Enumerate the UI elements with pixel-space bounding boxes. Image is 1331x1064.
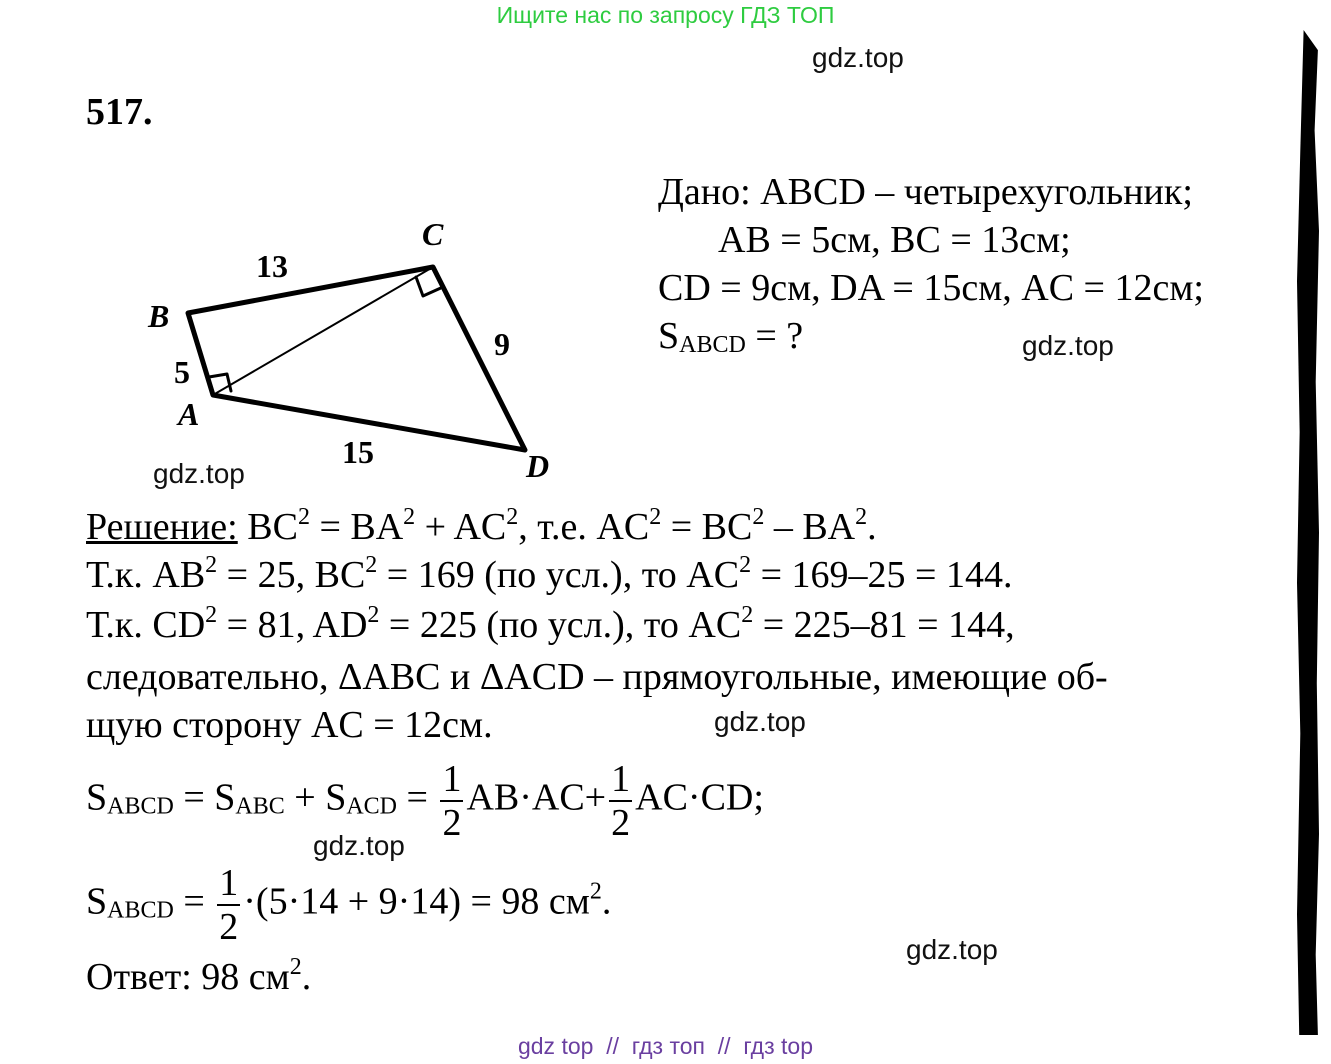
- watermark: gdz.top: [812, 42, 904, 73]
- answer-line: Ответ: 98 $см^2$.: [86, 954, 312, 998]
- fraction-half: $\frac{1}{2}$: [219, 862, 239, 948]
- solution-line-2: Т.к. $AB^2 = 25$, $BC^2 = 169$ (по усл.), то $AC^2 = 169-25 = 144$.: [86, 552, 1013, 596]
- watermark: gdz.top: [1022, 330, 1114, 361]
- solution-line-7: $S_{ABCD}$ = $\frac{1}{2}$ ·(5·14 + 9·14) = 98 $см^2$.: [86, 862, 612, 948]
- given-line-2: AB = 5см, BC = 13см;: [718, 219, 1071, 261]
- problem-number: 517.: [86, 91, 153, 133]
- given-line-1: Дано: ABCD – четырехугольник;: [658, 171, 1193, 213]
- quadrilateral-outline: [188, 267, 525, 450]
- solution-line-6: $S_{ABCD} = S_{ABC} + S_{ACD}$ = $\frac{1}{2}$ AB·AC+ $\frac{1}{2}$ AC·CD;: [86, 758, 764, 844]
- solution-line-1: Решение: $BC^2 = BA^2 + AC^2$, т.е. $AC^2 = BC^2 - BA^2$.: [86, 504, 877, 548]
- solution-line-4: следовательно, ΔABC и ΔACD – прямоугольные, имеющие об-: [86, 656, 1108, 698]
- solution-line-5: щую сторону AC = 12см.: [86, 704, 493, 746]
- side-label-bc: 13: [256, 248, 288, 284]
- scan-edge-bar: [1297, 30, 1319, 1035]
- side-label-cd: 9: [494, 326, 510, 362]
- side-label-ab: 5: [174, 354, 190, 390]
- watermark: gdz.top: [313, 830, 405, 861]
- solution-label: Решение:: [86, 506, 238, 548]
- solution-line-3: Т.к. $CD^2 = 81$, $AD^2 = 225$ (по усл.), то $AC^2 = 225-81 = 144$,: [86, 602, 1015, 646]
- vertex-label-c: C: [422, 216, 444, 252]
- fraction-half: $\frac{1}{2}$: [611, 758, 631, 844]
- side-label-da: 15: [342, 434, 374, 470]
- watermark: gdz.top: [714, 706, 806, 737]
- bottom-banner: gdz top // гдз топ // гдз top: [517, 1033, 814, 1059]
- watermark: gdz.top: [153, 458, 245, 489]
- vertex-label-b: B: [148, 298, 170, 334]
- watermark: gdz.top: [906, 934, 998, 965]
- quadrilateral-figure: [140, 205, 580, 495]
- fraction-half: $\frac{1}{2}$: [442, 758, 462, 844]
- given-line-4: $S_{ABCD}$ = ?: [658, 315, 804, 358]
- top-banner: Ищите нас по запросу ГДЗ ТОП: [496, 2, 835, 28]
- given-line-3: CD = 9см, DA = 15см, AC = 12см;: [658, 267, 1204, 309]
- vertex-label-a: A: [178, 396, 200, 432]
- vertex-label-d: D: [526, 448, 550, 484]
